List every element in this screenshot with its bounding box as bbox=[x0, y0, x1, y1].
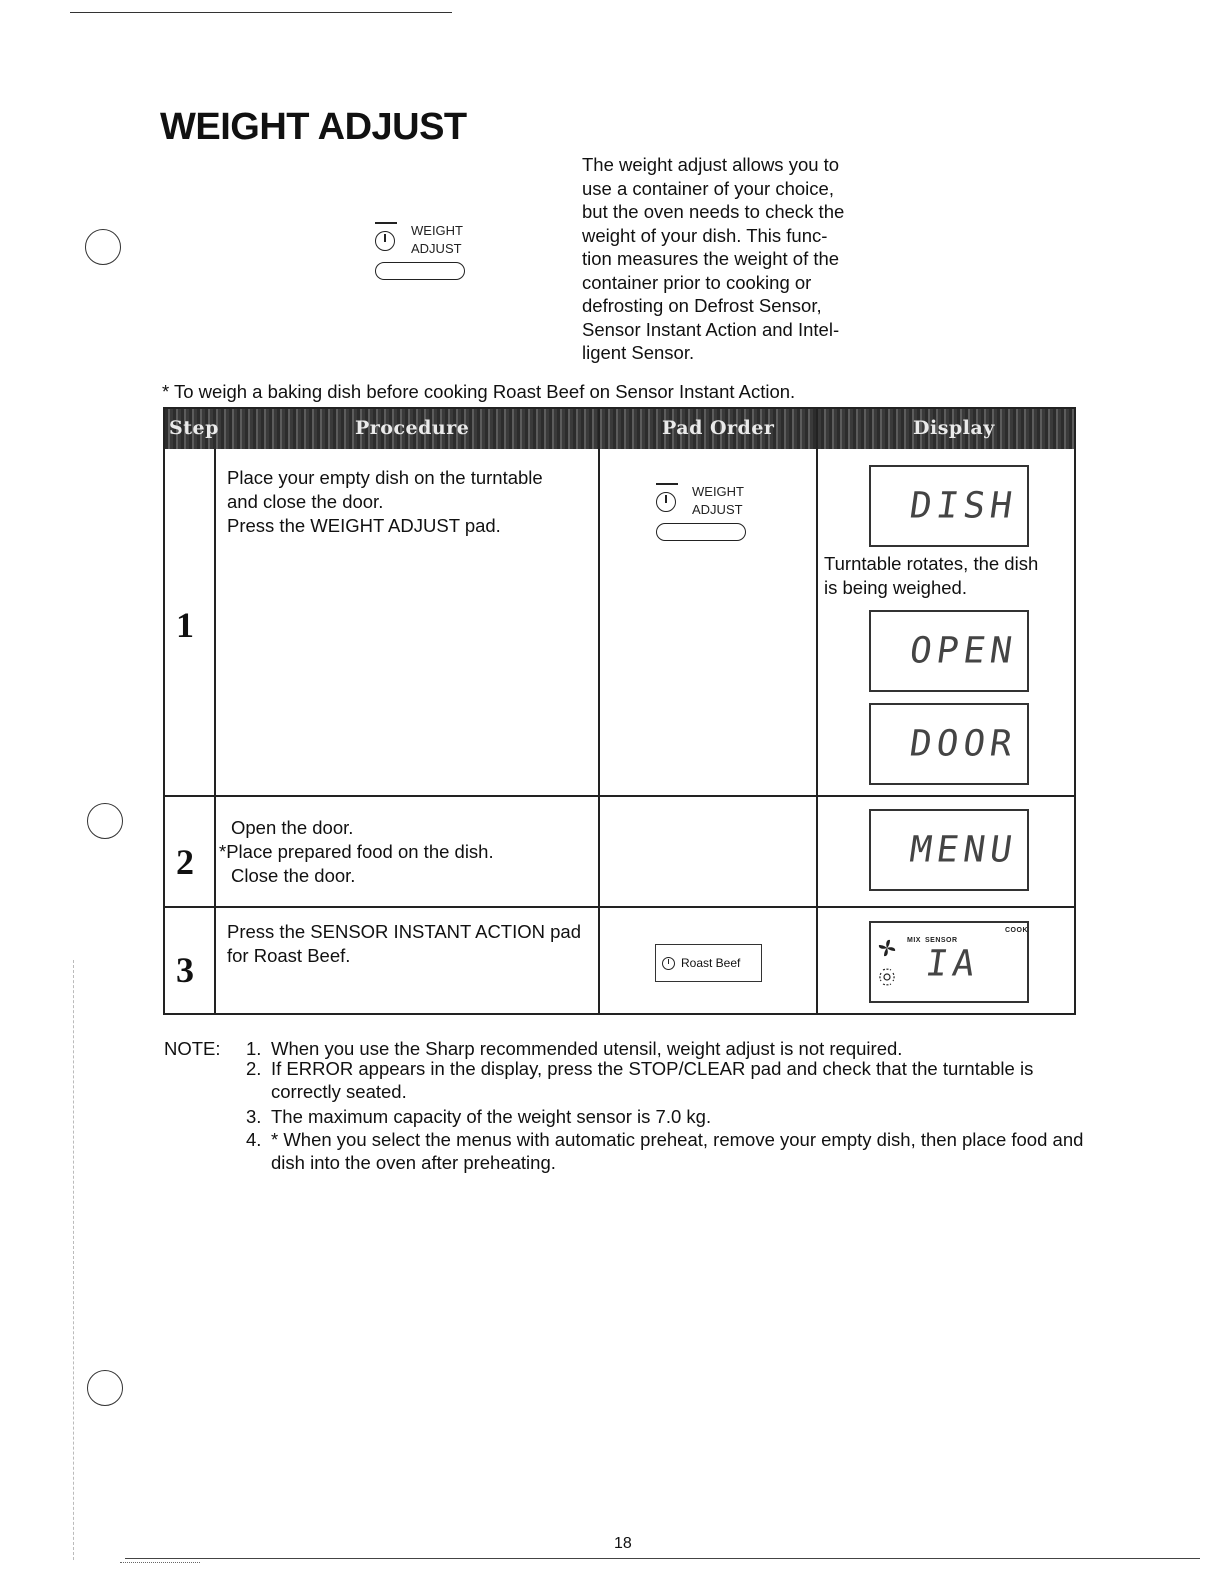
pad-label-adjust: ADJUST bbox=[411, 241, 462, 256]
lcd-display-menu bbox=[869, 809, 1029, 891]
procedure-line: Close the door. bbox=[231, 865, 356, 886]
lcd-text: IA bbox=[922, 943, 982, 985]
punch-hole-middle bbox=[87, 803, 123, 839]
procedure-line: Open the door. bbox=[231, 817, 354, 838]
header-step: Step bbox=[169, 417, 219, 439]
note-text: When you use the Sharp recommended utensil, weight adjust is not required. bbox=[271, 1038, 903, 1059]
weight-adjust-button-shape bbox=[375, 262, 465, 280]
sensor-icon bbox=[877, 967, 897, 987]
header-display: Display bbox=[913, 417, 995, 439]
note-number: 1. bbox=[246, 1038, 262, 1059]
intro-line: defrosting on Defrost Sensor, bbox=[582, 295, 822, 316]
bottom-rule bbox=[125, 1558, 1200, 1559]
weight-adjust-pad[interactable] bbox=[656, 483, 766, 553]
step-number-1: 1 bbox=[176, 605, 194, 645]
note-number: 3. bbox=[246, 1106, 262, 1127]
note-number: 2. bbox=[246, 1058, 262, 1079]
lcd-tag-sensor: SENSOR bbox=[925, 937, 958, 944]
procedure-step-2 bbox=[219, 816, 494, 888]
top-rule bbox=[70, 12, 452, 13]
note-number: 4. bbox=[246, 1129, 262, 1150]
margin-line bbox=[73, 960, 74, 1560]
lcd-display-ia bbox=[869, 921, 1029, 1003]
intro-line: weight of your dish. This func- bbox=[582, 224, 828, 246]
pad-label-adjust: ADJUST bbox=[692, 502, 743, 517]
table-header bbox=[165, 409, 1074, 449]
punch-hole-top bbox=[85, 229, 121, 265]
intro-line: but the oven needs to check the bbox=[582, 201, 845, 222]
procedure-step-1 bbox=[227, 466, 543, 538]
row-divider bbox=[165, 906, 1074, 908]
procedure-line: Press the SENSOR INSTANT ACTION pad bbox=[227, 921, 582, 942]
note-text: The maximum capacity of the weight sensor is 7.0 kg. bbox=[271, 1106, 712, 1127]
fan-icon bbox=[876, 937, 898, 959]
column-divider bbox=[598, 409, 600, 1013]
pad-label-weight: WEIGHT bbox=[411, 223, 463, 238]
step-number-3: 3 bbox=[176, 950, 194, 990]
procedure-line: Place your empty dish on the turntable bbox=[227, 467, 543, 488]
intro-line: use a container of your choice, bbox=[582, 177, 834, 199]
lcd-text: MENU bbox=[907, 829, 1020, 871]
pad-bar-icon bbox=[656, 483, 678, 485]
pad-label-weight: WEIGHT bbox=[692, 484, 744, 499]
page-number: 18 bbox=[614, 1535, 632, 1552]
weight-adjust-button-shape bbox=[656, 523, 746, 541]
note-text: * When you select the menus with automatic preheat, remove your empty dish, then place food and dish into the oven after preheating. bbox=[271, 1129, 1084, 1173]
intro-line: The weight adjust allows you to bbox=[582, 154, 840, 175]
procedure-table bbox=[163, 407, 1076, 1015]
header-pad-order: Pad Order bbox=[662, 417, 775, 439]
lcd-display-door bbox=[869, 703, 1029, 785]
weight-adjust-pad-illustration bbox=[375, 222, 485, 292]
intro-paragraph bbox=[582, 153, 862, 365]
display-note bbox=[824, 552, 1038, 600]
roast-beef-label: Roast Beef bbox=[681, 956, 741, 970]
procedure-step-3 bbox=[227, 920, 581, 968]
intro-line: container prior to cooking or bbox=[582, 271, 812, 293]
lcd-text: DISH bbox=[907, 485, 1020, 527]
note-text: If ERROR appears in the display, press the STOP/CLEAR pad and check that the turntable is correctly seated. bbox=[271, 1058, 1034, 1102]
column-divider bbox=[214, 449, 216, 1013]
bottom-dotted-rule bbox=[120, 1562, 200, 1563]
lcd-text: OPEN bbox=[907, 630, 1020, 672]
intro-line: tion measures the weight of the bbox=[582, 248, 840, 269]
punch-hole-bottom bbox=[87, 1370, 123, 1406]
intro-line: ligent Sensor. bbox=[582, 342, 695, 363]
lcd-display-dish bbox=[869, 465, 1029, 547]
pad-bar-icon bbox=[375, 222, 397, 224]
display-note-line: Turntable rotates, the dish bbox=[824, 553, 1039, 574]
procedure-line: Press the WEIGHT ADJUST pad. bbox=[227, 515, 501, 536]
column-divider bbox=[816, 409, 818, 1013]
timer-icon bbox=[656, 492, 676, 512]
procedure-line: *Place prepared food on the dish. bbox=[219, 841, 494, 862]
header-procedure: Procedure bbox=[355, 417, 470, 439]
page-title: WEIGHT ADJUST bbox=[160, 106, 467, 148]
note-label: NOTE: bbox=[164, 1038, 221, 1059]
step-number-2: 2 bbox=[176, 842, 194, 882]
subheading: * To weigh a baking dish before cooking Roast Beef on Sensor Instant Action. bbox=[162, 381, 796, 402]
lcd-text: DOOR bbox=[907, 723, 1020, 765]
lcd-tag-cook: COOK bbox=[1005, 927, 1028, 934]
procedure-line: and close the door. bbox=[227, 491, 384, 512]
timer-icon bbox=[662, 957, 675, 970]
procedure-line: for Roast Beef. bbox=[227, 945, 351, 966]
lcd-tag-mix: MIX bbox=[907, 937, 921, 944]
intro-line: Sensor Instant Action and Intel- bbox=[582, 318, 840, 340]
lcd-display-open bbox=[869, 610, 1029, 692]
display-note-line: is being weighed. bbox=[824, 577, 967, 598]
row-divider bbox=[165, 795, 1074, 797]
timer-icon bbox=[375, 231, 395, 251]
roast-beef-pad[interactable] bbox=[655, 944, 762, 982]
